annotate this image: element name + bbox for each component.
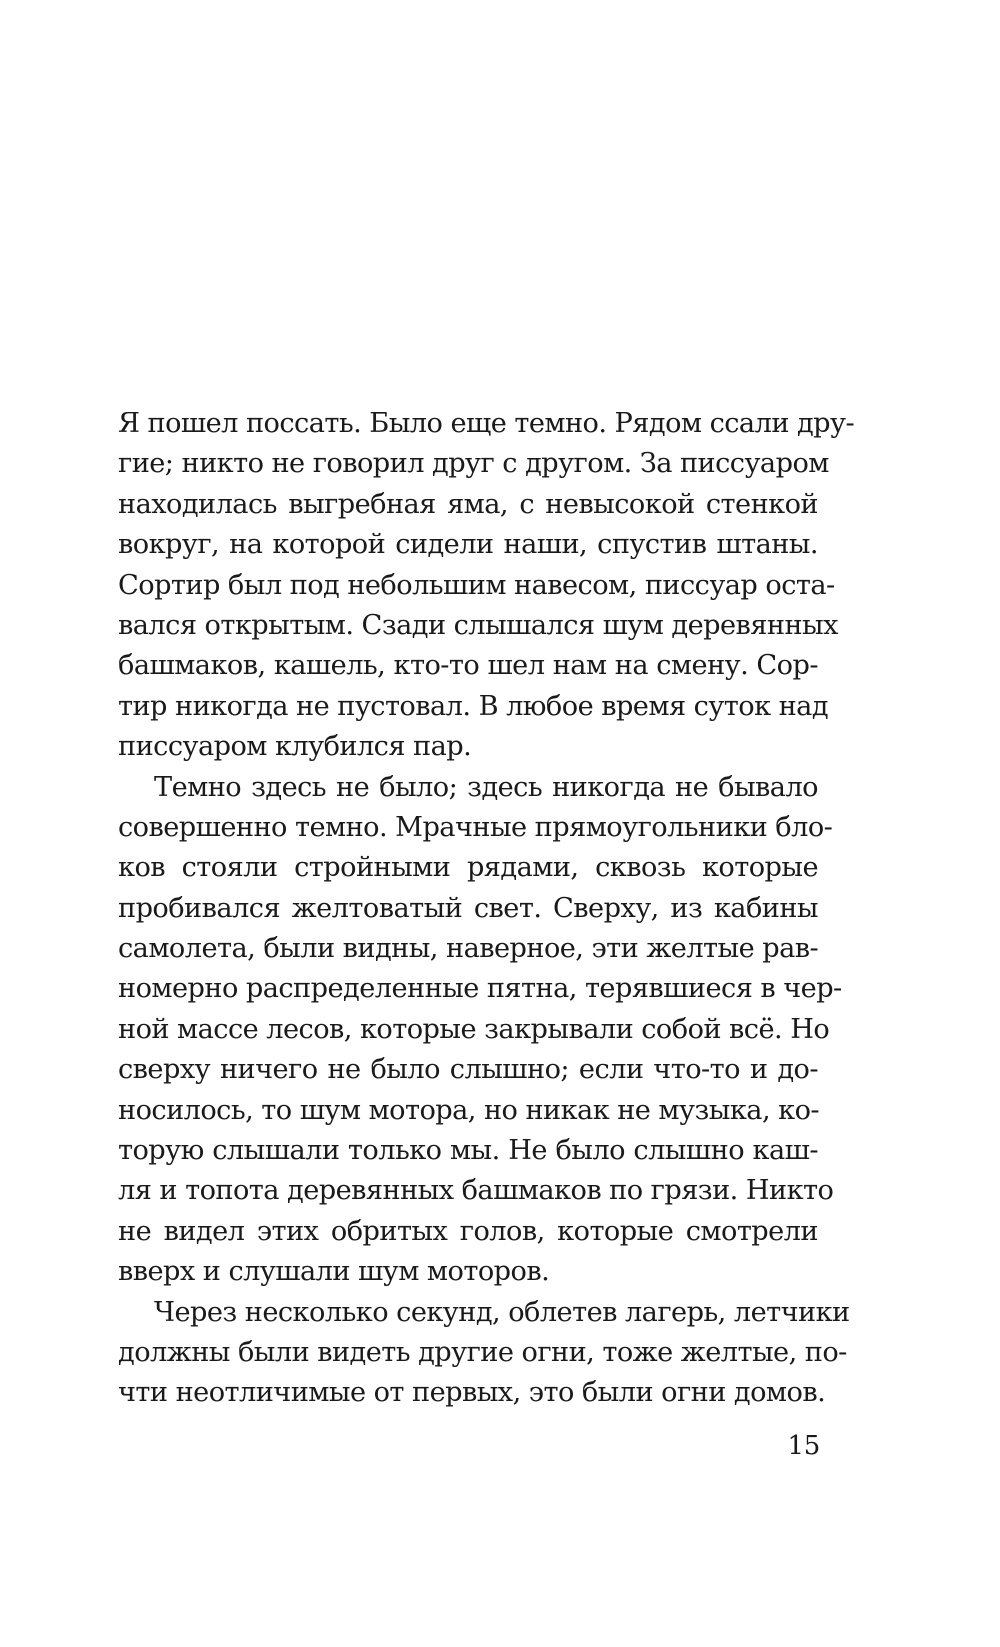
body-text [118, 404, 855, 1414]
text-line: номерно распределенные пятна, терявшиеся в чер- [118, 973, 842, 1005]
text-line: вался открытым. Сзади слышался шум деревянных [118, 609, 838, 641]
text-line: ков стояли стройными рядами, сквозь которые [118, 852, 818, 884]
text-line: вокруг, на которой сидели наши, спустив штаны. [118, 529, 818, 561]
text-line: должны были видеть другие огни, тоже желтые, по- [118, 1336, 847, 1368]
text-line: Сортир был под небольшим навесом, писсуар оста- [118, 569, 835, 601]
text-line: гие; никто не говорил друг с другом. За писсуаром [118, 448, 829, 480]
paragraph-2 [118, 768, 842, 1293]
text-line: ля и топота деревянных башмаков по грязи. Никто [118, 1175, 834, 1207]
text-line: тир никогда не пустовал. В любое время суток над [118, 690, 829, 722]
text-line: Темно здесь не было; здесь никогда не бывало [154, 771, 818, 803]
text-line: торую слышали только мы. Не было слышно каш- [118, 1135, 818, 1167]
paragraph-1 [118, 404, 855, 768]
text-line: находилась выгребная яма, с невысокой стенкой [118, 488, 818, 520]
text-line: башмаков, кашель, кто-то шел нам на смену. Сор- [118, 650, 818, 682]
text-line: носилось, то шум мотора, но никак не музыка, ко- [118, 1094, 820, 1126]
paragraph-3 [118, 1293, 850, 1414]
text-line: чти неотличимые от первых, это были огни домов. [118, 1377, 826, 1409]
text-line: пробивался желтоватый свет. Сверху, из кабины [118, 892, 818, 924]
page-number: 15 [787, 1431, 820, 1461]
text-line: сверху ничего не было слышно; если что-то и до- [118, 1054, 818, 1086]
text-line: ной массе лесов, которые закрывали собой всё. Но [118, 1013, 830, 1045]
text-line: писсуаром клубился пар. [118, 731, 472, 763]
text-line: Через несколько секунд, облетев лагерь, летчики [154, 1296, 850, 1328]
text-line: вверх и слушали шум моторов. [118, 1256, 550, 1288]
text-line: Я пошел поссать. Было еще темно. Рядом ссали дру- [118, 408, 855, 439]
text-line: не видел этих обритых голов, которые смотрели [118, 1215, 818, 1247]
text-line: совершенно темно. Мрачные прямоугольники бло- [118, 811, 833, 843]
text-line: самолета, были видны, наверное, эти желтые рав- [118, 933, 819, 965]
